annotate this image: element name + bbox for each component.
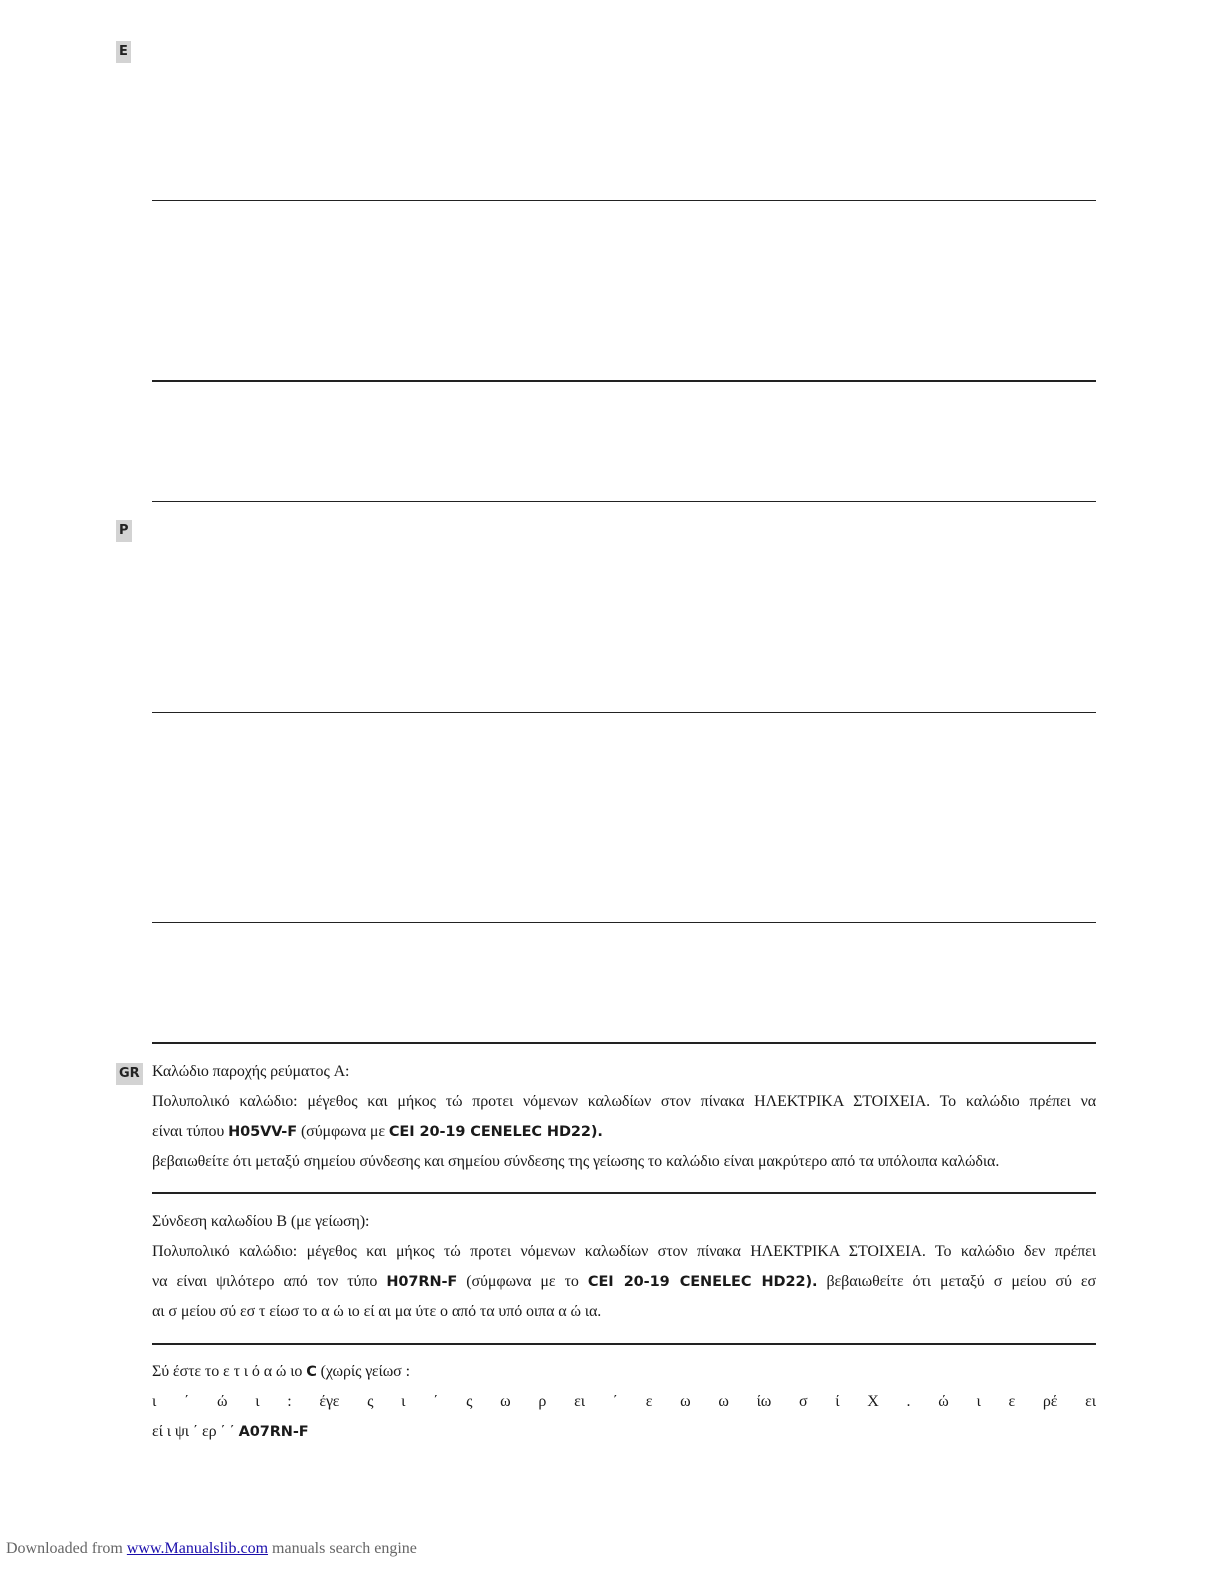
divider	[152, 380, 1096, 382]
section-c-title: Σύ έστε το ε τ ι ό α ώ ιο C (χωρίς γείωσ :	[152, 1363, 410, 1380]
standard-reference: CEI 20-19 CENELEC HD22).	[388, 1124, 603, 1140]
divider	[152, 712, 1096, 713]
section-b-title: Σύνδεση καλωδίου B (με γείωση):	[152, 1213, 370, 1230]
cable-label: C	[306, 1364, 317, 1380]
cable-type-code: A07RN-F	[238, 1424, 309, 1440]
divider	[152, 1343, 1096, 1345]
language-tag-p: P	[116, 520, 132, 542]
section-c-line-2: εί ι ψι ΄ ερ ΄ ΄ A07RN-F	[152, 1423, 309, 1440]
divider	[152, 1192, 1096, 1194]
footer	[6, 1540, 417, 1558]
divider	[152, 1042, 1096, 1044]
divider	[152, 200, 1096, 201]
standard-reference: CEI 20-19 CENELEC HD22).	[587, 1274, 818, 1290]
divider	[152, 501, 1096, 502]
section-a-title: Καλώδιο παροχής ρεύματος A:	[152, 1063, 350, 1080]
section-a-line-1: Πολυπολικό καλώδιο: μέγεθος και μήκος τώ προτει νόμενων καλωδίων στον πίνακα ΗΛΕΚΤΡΙΚΑ ΣΤΟΙΧΕΙΑ. Το καλώδιο πρέπει να	[152, 1093, 1096, 1110]
divider	[152, 922, 1096, 923]
cable-type-code: H05VV-F	[228, 1124, 298, 1140]
section-b-line-1: Πολυπολικό καλώδιο: μέγεθος και μήκος τώ προτει νόμενων καλωδίων στον πίνακα ΗΛΕΚΤΡΙΚΑ ΣΤΟΙΧΕΙΑ. Το καλώδιο δεν πρέπει	[152, 1243, 1096, 1260]
section-b-line-2: να είναι ψιλότερο από τον τύπο H07RN-F (σύμφωνα με το CEI 20-19 CENELEC HD22). βεβαιωθείτε ότι μεταξύ σ μείου σύ εσ	[152, 1273, 1097, 1290]
footer-prefix: Downloaded from	[6, 1540, 127, 1557]
footer-suffix: manuals search engine	[268, 1540, 417, 1557]
section-b-line-3: αι σ μείου σύ εσ τ είωσ το α ώ ιο εί αι μα ύτε ο από τα υπό οιπα α ώ ια.	[152, 1303, 602, 1320]
cable-type-code: H07RN-F	[386, 1274, 458, 1290]
manualslib-link[interactable]: www.Manualslib.com	[126, 1540, 269, 1557]
section-a-line-3: βεβαιωθείτε ότι μεταξύ σημείου σύνδεσης και σημείου σύνδεσης της γείωσης το καλώδιο είναι μακρύτερο από τα υπόλοιπα καλώδια.	[152, 1153, 1000, 1170]
section-a-line-2: είναι τύπου H05VV-F (σύμφωνα με CEI 20-19 CENELEC HD22).	[152, 1123, 603, 1140]
language-tag-e: E	[116, 41, 131, 63]
language-tag-gr: GR	[116, 1063, 143, 1085]
section-c-line-1: ι ΄ ώ ι : έγε ς ι ΄ ς ω ρ ει ΄ ε ω ω ίω σ ί Χ . ώ ι ε ρέ ει	[152, 1393, 1096, 1410]
